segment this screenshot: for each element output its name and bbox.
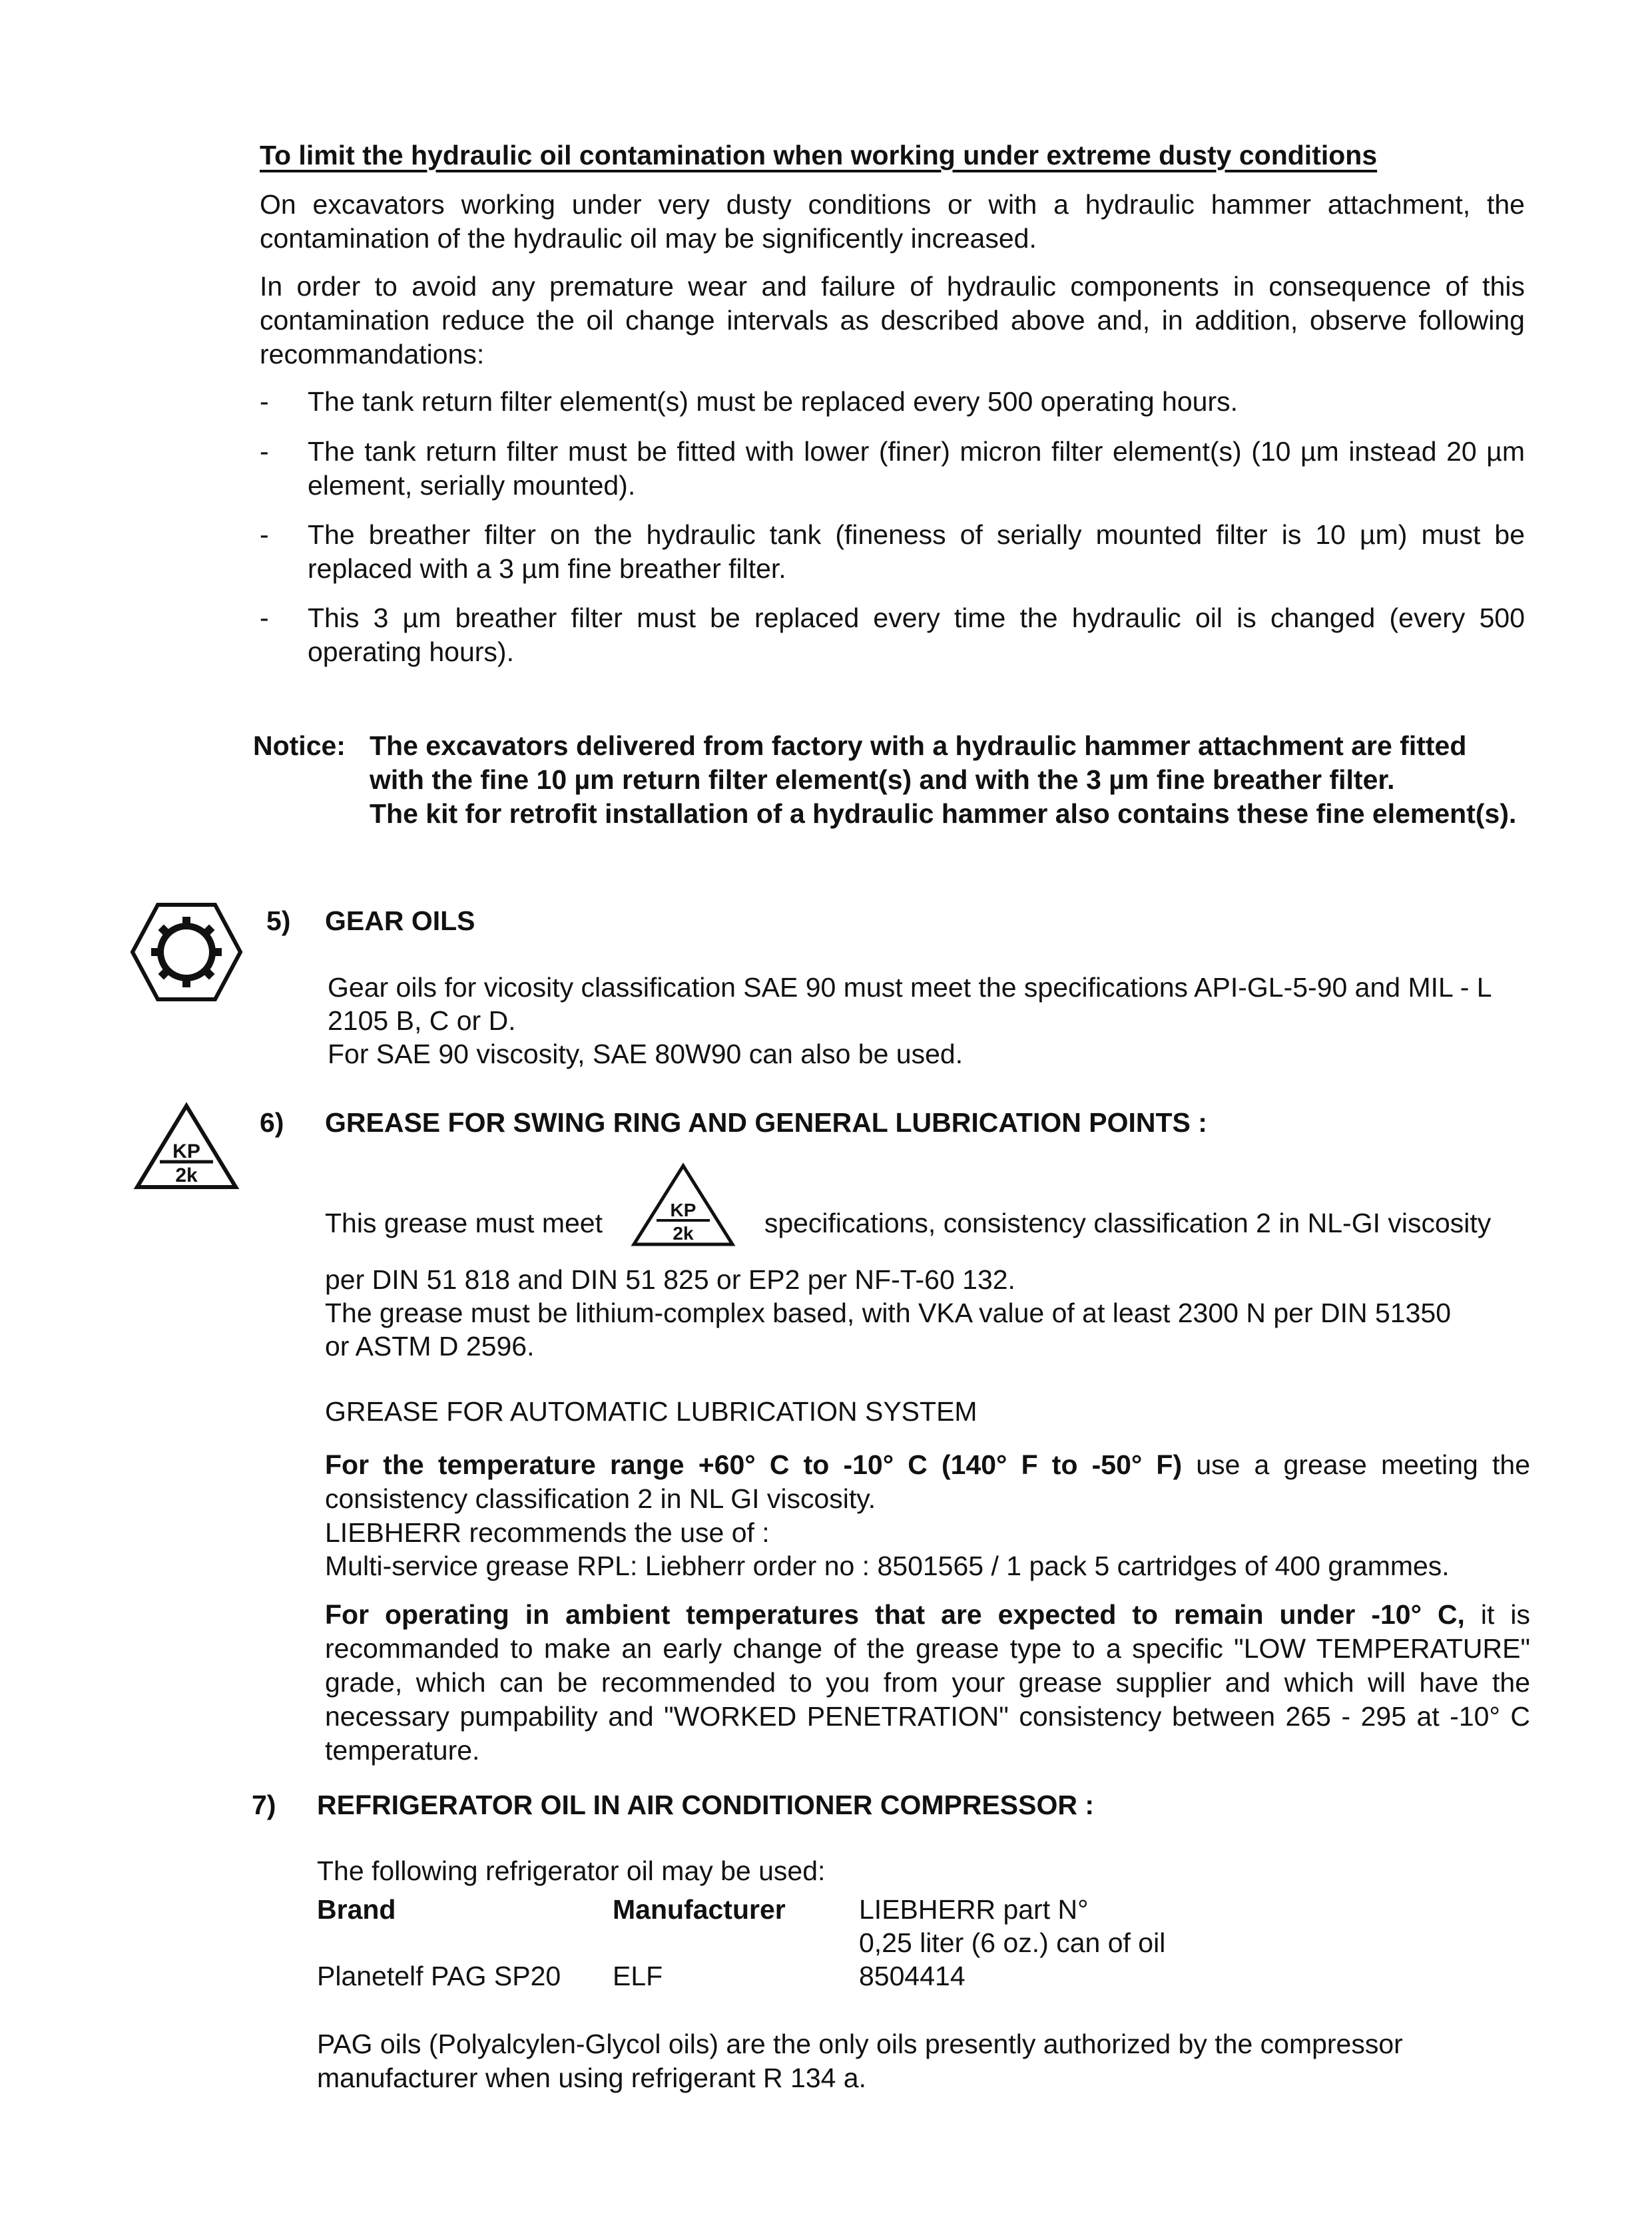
intro-paragraph-1: On excavators working under very dusty conditions or with a hydraulic hammer attachment, the contamination of the hydraulic oil may be significently increased. <box>260 189 1525 254</box>
list-dash: - <box>260 436 269 467</box>
list-item <box>260 601 1525 669</box>
auto-lube-title: GREASE FOR AUTOMATIC LUBRICATION SYSTEM <box>325 1396 977 1427</box>
ambient-temp-paragraph <box>325 1598 1530 1768</box>
auto-lube-temp-rest: use a grease meeting the consistency classification 2 in NL GI viscosity. <box>325 1449 1530 1514</box>
section-6-title: GREASE FOR SWING RING AND GENERAL LUBRICATION POINTS : <box>325 1107 1207 1138</box>
kp-top-label: KP <box>172 1140 200 1162</box>
kp-inline-top: KP <box>670 1200 696 1220</box>
kp-inline-bottom: 2k <box>673 1223 694 1244</box>
list-item <box>260 435 1525 503</box>
table-cell-part: 8504414 <box>859 1961 965 1991</box>
page-heading: To limit the hydraulic oil contamination when working under extreme dusty conditions <box>260 140 1378 170</box>
grease-meet-line <box>325 1162 1550 1248</box>
list-dash: - <box>260 519 269 550</box>
table-cell-manufacturer: ELF <box>613 1961 663 1991</box>
auto-lube-line: Multi-service grease RPL: Liebherr order no : 8501565 / 1 pack 5 cartridges of 400 grammes. <box>325 1551 1450 1581</box>
intro-paragraph-2: In order to avoid any premature wear and failure of hydraulic components in consequence of this contamination reduce the oil change intervals as described above and, in addition, observe following recommandations: <box>260 271 1525 370</box>
notice-label: Notice: <box>253 730 346 761</box>
pag-oil-footer: PAG oils (Polyalcylen-Glycol oils) are the only oils presently authorized by the compressor manufacturer when using refrigerant R 134 a. <box>317 2029 1403 2093</box>
section-7-number: 7) <box>252 1790 276 1820</box>
list-dash: - <box>260 386 269 417</box>
refrigerator-intro: The following refrigerator oil may be used: <box>317 1856 826 1886</box>
ambient-temp-bold: For operating in ambient temperatures that are expected to remain under -10° C, <box>325 1599 1465 1630</box>
table-cell-brand: Planetelf PAG SP20 <box>317 1961 561 1991</box>
table-header-brand: Brand <box>317 1894 396 1925</box>
kp2k-triangle-icon <box>133 1102 240 1195</box>
section-5-title: GEAR OILS <box>325 905 475 936</box>
section-6-number: 6) <box>260 1107 284 1138</box>
kp2k-inline-icon <box>630 1162 736 1248</box>
gear-oil-hexagon-icon <box>130 902 243 1005</box>
table-header-part: LIEBHERR part N° <box>859 1894 1089 1925</box>
list-item-text: The tank return filter element(s) must be replaced every 500 operating hours. <box>308 386 1238 417</box>
list-item <box>260 385 1525 419</box>
auto-lube-paragraph <box>325 1448 1530 1516</box>
auto-lube-line: LIEBHERR recommends the use of : <box>325 1517 770 1548</box>
section-5-line: For SAE 90 viscosity, SAE 80W90 can also be used. <box>328 1039 964 1069</box>
auto-lube-temp-range: For the temperature range +60° C to -10° C (140° F to -50° F) <box>325 1449 1183 1480</box>
section-5-number: 5) <box>266 905 291 936</box>
grease-line: or ASTM D 2596. <box>325 1331 535 1362</box>
notice-line: The kit for retrofit installation of a hydraulic hammer also contains these fine element(s). <box>370 798 1517 829</box>
kp-bottom-label: 2k <box>175 1164 198 1186</box>
grease-text-a: This grease must meet <box>325 1208 603 1238</box>
grease-line: The grease must be lithium-complex based, with VKA value of at least 2300 N per DIN 51350 <box>325 1298 1452 1328</box>
section-5-line: 2105 B, C or D. <box>328 1005 516 1036</box>
ambient-temp-rest: it is recommanded to make an early change of the grease type to a specific "LOW TEMPERATURE" grade, which can be recommended to you from your grease supplier and which will have the necessary pumpability and "WORKED PENETRATION" consistency between 265 - 295 at -10° C temperature. <box>325 1599 1530 1766</box>
list-dash: - <box>260 603 269 633</box>
table-header-manufacturer: Manufacturer <box>613 1894 786 1925</box>
section-5-line: Gear oils for vicosity classification SAE 90 must meet the specifications API-GL-5-90 and MIL - L <box>328 972 1492 1003</box>
table-subheader: 0,25 liter (6 oz.) can of oil <box>859 1927 1166 1958</box>
list-item-text: The breather filter on the hydraulic tank (fineness of serially mounted filter is 10 µm) must be replaced with a 3 µm fine breather filter. <box>308 519 1525 584</box>
list-item-text: This 3 µm breather filter must be replaced every time the hydraulic oil is changed (every 500 operating hours). <box>308 603 1525 667</box>
notice-block <box>253 729 1531 831</box>
section-7-title: REFRIGERATOR OIL IN AIR CONDITIONER COMPRESSOR : <box>317 1790 1095 1820</box>
notice-line: The excavators delivered from factory with a hydraulic hammer attachment are fitted <box>370 730 1467 761</box>
list-item <box>260 518 1525 586</box>
notice-line: with the fine 10 µm return filter element(s) and with the 3 µm fine breather filter. <box>370 764 1395 795</box>
list-item-text: The tank return filter must be fitted with lower (finer) micron filter element(s) (10 µm instead 20 µm element, serially mounted). <box>308 436 1525 501</box>
grease-text-b: specifications, consistency classification 2 in NL-GI viscosity <box>764 1208 1492 1238</box>
grease-line: per DIN 51 818 and DIN 51 825 or EP2 per NF-T-60 132. <box>325 1264 1015 1295</box>
